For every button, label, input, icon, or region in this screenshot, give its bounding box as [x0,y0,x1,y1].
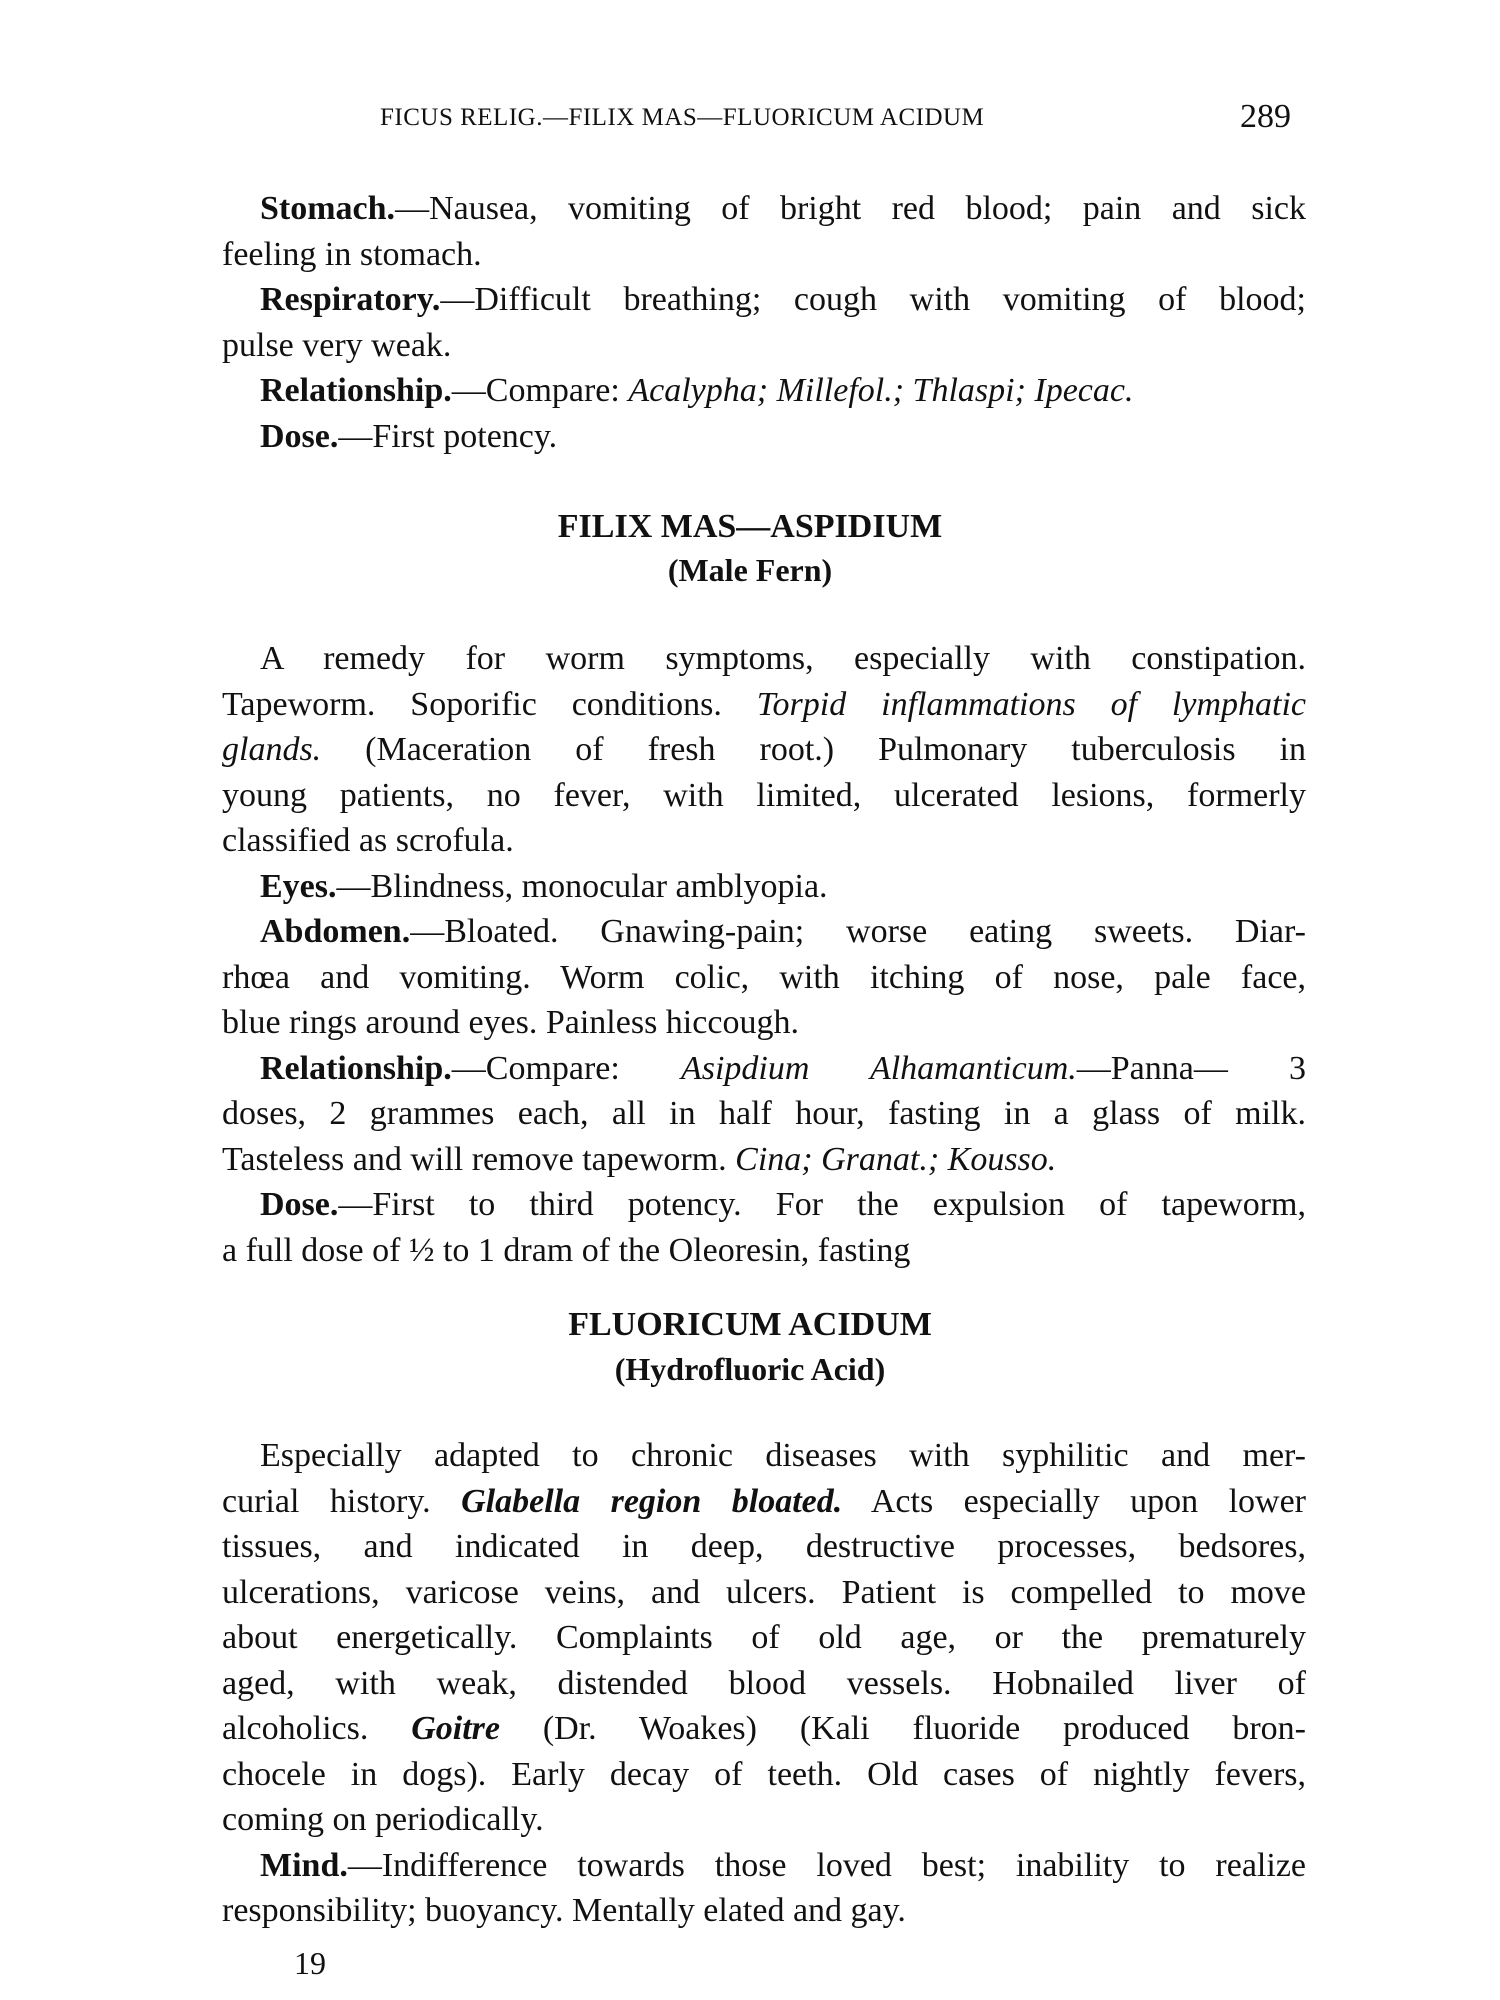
rubric-heading: Relationship. [260,372,452,409]
rubric-heading: Stomach. [260,190,396,227]
text-line [222,232,1306,278]
section-title-filix-mas: FILIX MAS—ASPIDIUM [557,508,943,545]
text-line [222,1182,1306,1228]
text-line [222,955,1306,1001]
text-line [222,1046,1306,1092]
text-line [222,1752,1306,1798]
text-line [222,818,1306,864]
text-line [222,1091,1306,1137]
body-text: rhœa and vomiting. Worm colic, with itching of nose, pale face, [222,958,1306,996]
italic-text: Asipdium Alhamanticum. [680,1049,1077,1087]
rubric-heading: Eyes. [260,867,337,905]
text-line [222,1661,1306,1707]
body-text: curial history. [222,1482,462,1520]
body-text: tissues, and indicated in deep, destructive processes, bedsores, [222,1528,1306,1565]
body-text: classified as scrofula. [222,822,514,859]
text-line [222,1570,1306,1616]
rubric-heading: Dose. [260,1186,339,1223]
text-line [222,773,1306,819]
body-text: coming on periodically. [222,1801,544,1838]
body-text: blue rings around eyes. Painless hiccough. [222,1004,799,1041]
rubric-heading: Mind. [260,1846,348,1884]
body-text: doses, 2 grammes each, all in half hour, fasting in a glass of milk. [222,1095,1306,1132]
body-text: (Maceration of fresh root.) Pulmonary tuberculosis in [321,731,1306,768]
section-subtitle-fluoricum-acidum: (Hydrofluoric Acid) [614,1351,886,1387]
body-text: responsibility; buoyancy. Mentally elated and gay. [222,1892,906,1929]
text-line [222,1137,1306,1183]
text-line [222,727,1306,773]
text-line [222,1433,1306,1479]
text-line [222,1524,1306,1570]
page-number: 289 [1240,98,1291,135]
body-text: chocele in dogs). Early decay of teeth. Old cases of nightly fevers, [222,1755,1306,1793]
running-title: FICUS RELIG.—FILIX MAS—FLUORICUM ACIDUM [380,104,985,131]
italic-text: Torpid inflammations of lymphatic [756,685,1306,723]
text-line [222,1706,1306,1752]
fluoricum-acidum-body [222,1433,1306,1934]
italic-text: Glabella region bloated. [461,1482,843,1520]
rubric-heading: Respiratory. [260,281,441,318]
text-line [222,1797,1306,1843]
text-line [222,277,1306,323]
body-text: —Difficult breathing; cough with vomiting of blood; [440,281,1306,318]
body-text: about energetically. Complaints of old age, or the prematurely [222,1619,1306,1656]
body-text: —Bloated. Gnawing-pain; worse eating sweets. Diar- [410,913,1306,950]
body-text: Acts especially upon lower [842,1482,1306,1520]
body-text: a full dose of ½ to 1 dram of the Oleoresin, fasting [222,1231,911,1269]
body-text: (Dr. Woakes) (Kali fluoride produced bron- [499,1710,1307,1747]
ficus-religiosa-continuation [222,186,1306,459]
italic-text: Acalypha; Millefol.; Thlaspi; Ipecac. [628,372,1134,409]
text-line [222,1000,1306,1046]
rubric-heading: Dose. [260,417,339,455]
text-line [222,368,1306,414]
body-text: A remedy for worm symptoms, especially with constipation. [260,640,1306,677]
body-text: —First to third potency. For the expulsion of tapeworm, [338,1186,1306,1223]
body-text: alcoholics. [222,1710,412,1747]
text-line [222,864,1306,910]
body-text: —Compare: [451,1049,681,1087]
body-text: aged, with weak, distended blood vessels. Hobnailed liver of [222,1664,1306,1702]
text-line [222,323,1306,369]
text-line [222,1615,1306,1661]
body-text: pulse very weak. [222,326,452,364]
text-line [222,186,1306,232]
body-text: Especially adapted to chronic diseases with syphilitic and mer- [260,1437,1306,1474]
text-line [222,909,1306,955]
signature-mark: 19 [294,1945,326,1981]
text-line [222,636,1306,682]
text-line [222,1843,1306,1889]
italic-text: glands. [222,731,322,768]
text-line [222,1888,1306,1934]
section-title-fluoricum-acidum: FLUORICUM ACIDUM [568,1306,932,1343]
rubric-heading: Relationship. [260,1049,452,1087]
body-text: feeling in stomach. [222,235,482,273]
text-line [222,682,1306,728]
body-text: Tasteless and will remove tapeworm. [222,1140,736,1178]
body-text: ulcerations, varicose veins, and ulcers. Patient is compelled to move [222,1573,1306,1611]
text-line [222,1479,1306,1525]
body-text: young patients, no fever, with limited, ulcerated lesions, formerly [222,776,1306,814]
rubric-heading: Abdomen. [260,913,411,950]
section-subtitle-filix-mas: (Male Fern) [667,552,833,588]
body-text: —Nausea, vomiting of bright red blood; pain and sick [395,190,1306,227]
body-text: —Panna— 3 [1076,1049,1306,1087]
body-text: Tapeworm. Soporific conditions. [222,685,757,723]
text-line [222,1228,1306,1274]
italic-text: Cina; Granat.; Kousso. [735,1140,1057,1178]
body-text: —First potency. [338,417,558,455]
body-text: —Blindness, monocular amblyopia. [336,867,828,905]
body-text: —Indifference towards those loved best; inability to realize [347,1846,1306,1884]
italic-text: Goitre [411,1710,500,1747]
filix-mas-body [222,636,1306,1273]
text-line [222,414,1306,460]
body-text: —Compare: [451,372,629,409]
